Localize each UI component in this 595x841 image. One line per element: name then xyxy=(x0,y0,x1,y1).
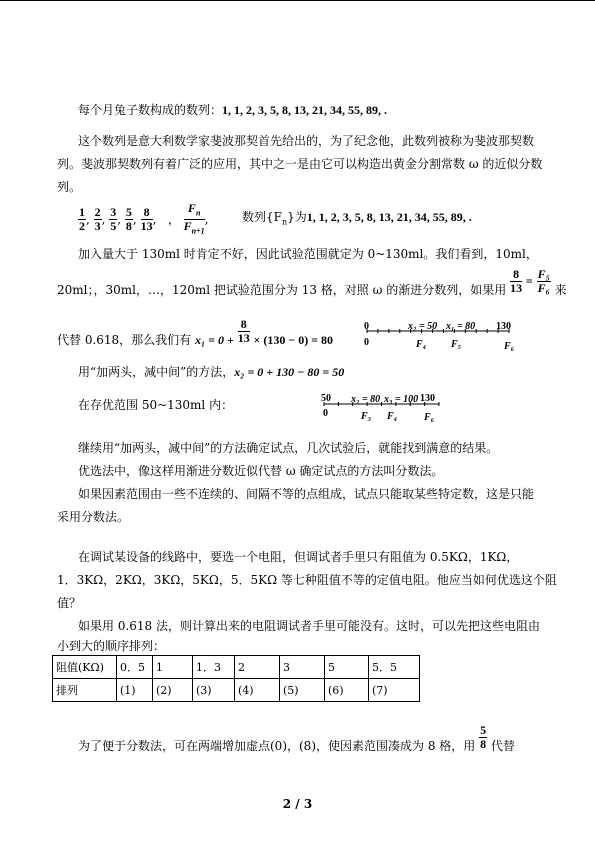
five-eighths: $\frac{5}{8}$ xyxy=(480,723,487,751)
number-line-50-130 xyxy=(321,392,451,432)
fibonacci-intro-line-1: 这个数列是意大利数学家斐波那契首先给出的，为了纪念他，此数列被称为斐波那契数 xyxy=(78,134,535,148)
table-cell: 5 xyxy=(325,656,369,679)
experiment-range-line-1: 加入量大于 130ml 时肯定不好，因此试验范围就定为 0~130ml。我们看到，10ml， xyxy=(78,247,538,261)
f5-over-f6: $\frac{\text{F₅}}{\text{F₆}}$ xyxy=(537,267,550,295)
axis1-top-0: 0 xyxy=(364,321,369,332)
table-cell: 5．5 xyxy=(369,656,420,679)
axis2-bottom-f6: F₆ xyxy=(424,412,435,423)
fraction-method-definition: 优选法中，像这样用渐进分数近似代替 ω 确定试点的方法叫分数法。 xyxy=(78,464,444,478)
resistor-table xyxy=(52,655,420,702)
discrete-range-line-1: 如果因素范围由一些不连续的、间隔不等的点组成，试点只能取某些特定数，这是只能 xyxy=(78,487,535,501)
table-cell: (2) xyxy=(153,679,193,702)
axis1-bottom-f6: F₆ xyxy=(504,341,515,352)
rabbit-sequence-text: 每个月兔子数构成的数列： xyxy=(78,103,223,117)
table-cell: 阻值(KΩ) xyxy=(53,656,117,679)
axis1-bottom-f5: F₅ xyxy=(451,339,462,350)
experiment-range-line-2: 20ml；，30ml，…，120ml 把试验范围分为 13 格，对照 ω 的渐进分数列，如果用 $\frac{8}{13}$ = $\frac{\text{F₅}}{\text{F₆}}$ 来 xyxy=(57,267,567,297)
resistor-problem-line-3: 值？ xyxy=(57,596,82,610)
fibonacci-sequence-def: 数列$\{F_n\}$为1, 1, 2, 3, 5, 8, 13, 21, 34, 55, 89, . xyxy=(242,210,472,227)
resistor-problem-line-1: 在调试某设备的线路中，要选一个电阻，但调试者手里只有阻值为 0.5KΩ，1KΩ， xyxy=(78,550,519,564)
resistor-problem-line-2: 1．3KΩ，2KΩ，3KΩ，5KΩ，5．5KΩ 等七种阻值不等的定值电阻。他应当如何优选这个阻 xyxy=(57,573,557,587)
virtual-points-line: 为了便于分数法，可在两端增加虚点(0)，(8)，使因素范围凑成为 8 格，用 $\frac{5}{8}$ 代替 xyxy=(78,723,515,753)
fraction-3: $\frac{3}{5}$ xyxy=(110,205,117,234)
fraction-1: $\frac{1}{2}$ xyxy=(79,205,85,234)
table-cell: 1．3 xyxy=(193,656,235,679)
table-cell: 2 xyxy=(235,656,280,679)
x1-calculation-line: 代替 0.618，那么我们有 x₁ = 0 + $\frac{8}{13}$ × (130 − 0) = 80 xyxy=(57,317,334,347)
fraction-2: $\frac{2}{3}$ xyxy=(94,205,101,234)
page-number: 2 / 3 xyxy=(282,797,313,811)
number-line-0-130 xyxy=(364,320,514,360)
axis2-top-x2: x₂ = 80 xyxy=(351,394,381,405)
x2-calculation-line: 用“加两头，减中间”的方法，x₂ = 0 + 130 − 80 = 50 xyxy=(78,365,345,379)
table-cell: (6) xyxy=(325,679,369,702)
axis2-top-50: 50 xyxy=(321,393,331,404)
axis1-top-x1: x₁ = 80 xyxy=(446,321,476,332)
table-cell: 3 xyxy=(280,656,325,679)
axis2-bottom-0: 0 xyxy=(323,408,328,419)
table-cell: (4) xyxy=(235,679,280,702)
axis2-top-130: 130 xyxy=(420,393,435,404)
axis1-bottom-0: 0 xyxy=(364,337,369,348)
eight-thirteenths-2: $\frac{8}{13}$ xyxy=(237,317,250,345)
optimal-range-line: 在存优范围 50~130ml 内： xyxy=(78,398,234,412)
eight-thirteenths: $\frac{8}{13}$ xyxy=(510,267,523,295)
axis2-bottom-f4: F₄ xyxy=(387,411,398,422)
ordering-line-1: 如果用 0.618 法，则计算出来的电阻调试者手里可能没有。这时，可以先把这些电阻由 xyxy=(78,619,540,633)
fraction-sequence-line: $\frac{1}{2}$ , $\frac{2}{3}$ , $\frac{3}{5}$ , $\frac{5}{8}$ , $\frac{8}{13}$ , ， $\frac{F_n}{F_{n+1}}$ , xyxy=(79,201,209,236)
axis1-top-130: 130 xyxy=(496,321,511,332)
table-row xyxy=(53,656,420,679)
table-cell: 排列 xyxy=(53,679,117,702)
axis2-bottom-f3: F₃ xyxy=(361,411,372,422)
table-cell: 0．5 xyxy=(117,656,153,679)
fraction-5: $\frac{8}{13}$ xyxy=(140,205,153,234)
table-cell: 1 xyxy=(153,656,193,679)
fibonacci-intro-line-3: 列。 xyxy=(57,180,82,194)
rabbit-sequence-values: 1, 1, 2, 3, 5, 8, 13, 21, 34, 55, 89, . xyxy=(222,103,388,117)
general-fraction: $\frac{F_n}{F_{n+1}}$ xyxy=(183,201,205,236)
fraction-4: $\frac{5}{8}$ xyxy=(125,205,132,234)
continue-method-line: 继续用“加两头，减中间”的方法确定试点，几次试验后，就能找到满意的结果。 xyxy=(78,441,499,455)
discrete-range-line-2: 采用分数法。 xyxy=(57,510,130,524)
fibonacci-intro-line-2: 列。斐波那契数列有着广泛的应用，其中之一是由它可以构造出黄金分割常数 ω 的近似分数 xyxy=(57,157,543,171)
table-row xyxy=(53,679,420,702)
page-top-rule xyxy=(0,0,595,1)
ordering-line-2: 小到大的顺序排列： xyxy=(57,639,166,653)
table-cell: (7) xyxy=(369,679,420,702)
rabbit-sequence-line xyxy=(78,103,387,117)
table-cell: (1) xyxy=(117,679,153,702)
table-cell: (5) xyxy=(280,679,325,702)
table-cell: (3) xyxy=(193,679,235,702)
axis1-bottom-f4: F₄ xyxy=(416,339,427,350)
axis1-top-x2: x₂ = 50 xyxy=(408,321,438,332)
axis2-top-x3: x₃ = 100 xyxy=(384,394,419,405)
